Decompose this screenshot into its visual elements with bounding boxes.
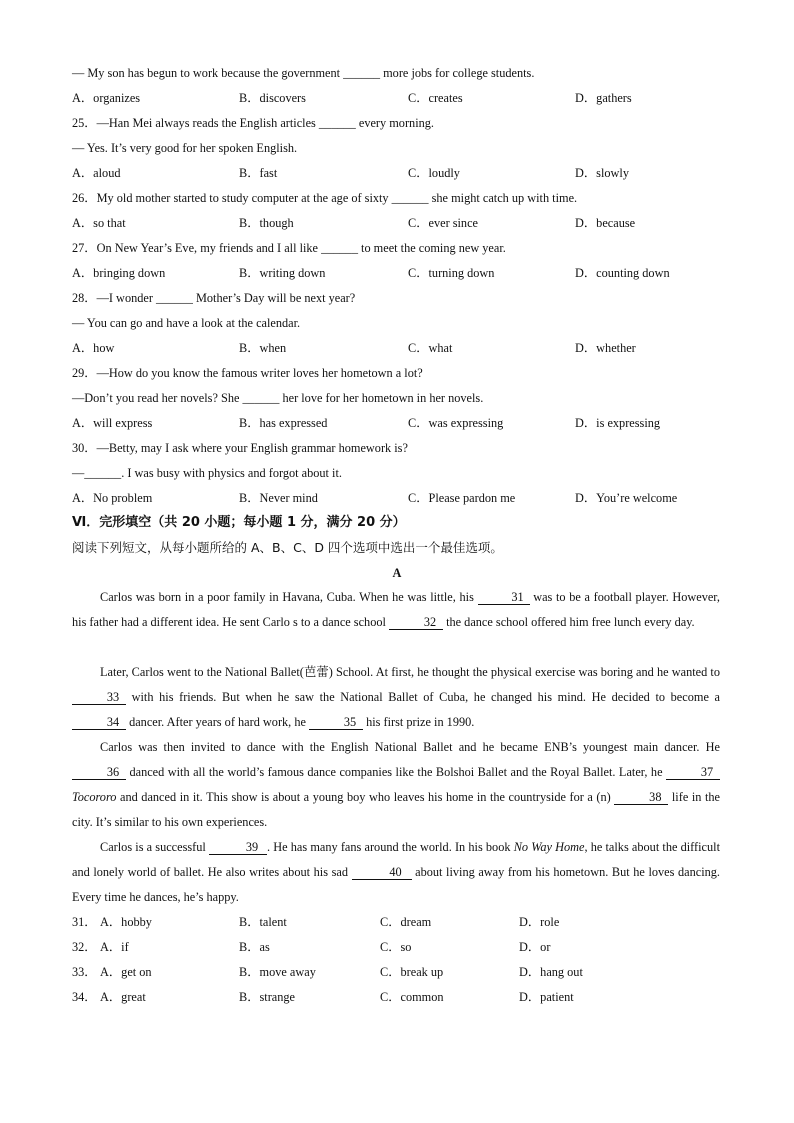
cloze-33-option-a: A．get on [100, 965, 152, 979]
q25-option-b: B．fast [239, 166, 278, 180]
cloze-31-option-b: B．talent [239, 915, 287, 929]
passage-text: and danced in it. This show is about a young boy who leaves his home in the countryside for a (n) [116, 790, 615, 804]
show-title: Tocororo [72, 790, 117, 804]
q29-options [72, 415, 722, 431]
q24-option-d: D．gathers [575, 91, 632, 105]
q26-option-a: A．so that [72, 216, 126, 230]
q29-option-c: C．was expressing [408, 416, 504, 430]
q24-option-b: B．discovers [239, 91, 306, 105]
cloze-33-option-c: C．break up [380, 965, 444, 979]
q24-option-c: C．creates [408, 91, 463, 105]
blank-40: 40 [352, 865, 412, 880]
q26-option-c: C．ever since [408, 216, 478, 230]
q28-option-a: A．how [72, 341, 115, 355]
cloze-34-option-a: A．great [100, 990, 146, 1004]
cloze-34-option-d: D．patient [519, 990, 574, 1004]
q30-option-b: B．Never mind [239, 491, 318, 505]
passage-text: the dance school offered him free lunch every day. [443, 615, 695, 629]
passage-text: Later, Carlos went to the National Ballet(芭蕾) School. At first, he thought the physical exercise was boring and he wanted to [100, 665, 720, 679]
cloze-33-number: 33． [72, 965, 97, 979]
blank-31: 31 [478, 590, 530, 605]
cloze-options-31 [72, 914, 722, 930]
passage-text: Carlos was born in a poor family in Havana, Cuba. When he was little, his [100, 590, 478, 604]
q29-reply: —Don’t you read her novels? She ______ her love for her hometown in her novels. [72, 391, 484, 405]
cloze-options-32 [72, 939, 722, 955]
blank-35: 35 [309, 715, 363, 730]
q24-option-a: A．organizes [72, 91, 141, 105]
blank-39: 39 [209, 840, 267, 855]
q24-options [72, 90, 722, 106]
section-instruction: 阅读下列短文，从每小题所给的 A、B、C、D 四个选项中选出一个最佳选项。 [72, 540, 503, 555]
blank-36: 36 [72, 765, 126, 780]
passage-text: life in the city. It’s similar to his own experiences. [72, 790, 720, 829]
q25-option-c: C．loudly [408, 166, 460, 180]
blank-37: 37 [666, 765, 720, 780]
q25-stem: 25．—Han Mei always reads the English articles ______ every morning. [72, 116, 434, 130]
cloze-31-option-a: A．hobby [100, 915, 152, 929]
cloze-options-33 [72, 964, 722, 980]
passage-paragraph-3 [72, 735, 720, 835]
cloze-34-number: 34． [72, 990, 97, 1004]
cloze-33-option-d: D．hang out [519, 965, 583, 979]
q30-option-c: C．Please pardon me [408, 491, 516, 505]
cloze-31-number: 31． [72, 915, 97, 929]
q28-option-d: D．whether [575, 341, 636, 355]
q27-option-a: A．bringing down [72, 266, 166, 280]
cloze-32-option-d: D．or [519, 940, 551, 954]
cloze-33-option-b: B．move away [239, 965, 316, 979]
blank-34: 34 [72, 715, 126, 730]
q25-option-d: D．slowly [575, 166, 629, 180]
passage-paragraph-1 [72, 585, 720, 635]
blank-38: 38 [614, 790, 668, 805]
q27-stem: 27．On New Year’s Eve, my friends and I all like ______ to meet the coming new year. [72, 241, 506, 255]
passage-text: was to be a football player. However, his father had a different idea. He sent Carlo s to a dance school [72, 590, 720, 629]
cloze-34-option-b: B．strange [239, 990, 296, 1004]
q30-option-a: A．No problem [72, 491, 153, 505]
q29-stem: 29．—How do you know the famous writer loves her hometown a lot? [72, 366, 423, 380]
q27-option-b: B．writing down [239, 266, 326, 280]
cloze-31-option-c: C．dream [380, 915, 432, 929]
q30-options [72, 490, 722, 506]
passage-paragraph-2 [72, 660, 720, 735]
book-title: No Way Home [513, 840, 585, 854]
passage-text: danced with all the world’s famous dance companies like the Bolshoi Ballet and the Royal Ballet. Later, he [126, 765, 666, 779]
q29-option-a: A．will express [72, 416, 153, 430]
passage-label: A [392, 566, 402, 580]
q26-stem: 26．My old mother started to study computer at the age of sixty ______ she might catch up with time. [72, 191, 578, 205]
cloze-34-option-c: C．common [380, 990, 444, 1004]
q28-option-c: C．what [408, 341, 453, 355]
passage-text: Carlos is a successful [100, 840, 210, 854]
cloze-31-option-d: D．role [519, 915, 560, 929]
q27-option-c: C．turning down [408, 266, 495, 280]
q30-option-d: D．You’re welcome [575, 491, 678, 505]
q30-reply: —______. I was busy with physics and forgot about it. [72, 466, 342, 480]
q28-options [72, 340, 722, 356]
q27-option-d: D．counting down [575, 266, 670, 280]
q26-options [72, 215, 722, 231]
cloze-options-34 [72, 989, 722, 1005]
passage-text: his first prize in 1990. [363, 715, 475, 729]
q24-stem: — My son has begun to work because the government ______ more jobs for college students. [72, 66, 535, 80]
passage-paragraph-4 [72, 835, 720, 910]
cloze-32-option-a: A．if [100, 940, 129, 954]
q29-option-d: D．is expressing [575, 416, 661, 430]
cloze-32-option-b: B．as [239, 940, 270, 954]
cloze-32-number: 32． [72, 940, 97, 954]
passage-text: with his friends. But when he saw the National Ballet of Cuba, he changed his mind. He decided to become a [126, 690, 720, 704]
q26-option-d: D．because [575, 216, 636, 230]
q30-stem: 30．—Betty, may I ask where your English grammar homework is? [72, 441, 408, 455]
q28-option-b: B．when [239, 341, 287, 355]
q25-reply: — Yes. It’s very good for her spoken English. [72, 141, 298, 155]
q25-option-a: A．aloud [72, 166, 121, 180]
cloze-32-option-c: C．so [380, 940, 412, 954]
q25-options [72, 165, 722, 181]
passage-text: dancer. After years of hard work, he [126, 715, 310, 729]
q29-option-b: B．has expressed [239, 416, 328, 430]
passage-text: , he talks about the difficult and lonely world of ballet. He also writes about his sad [72, 840, 720, 879]
section-title: Ⅵ．完形填空（共 20 小题；每小题 1 分，满分 20 分） [72, 515, 406, 530]
q26-option-b: B．though [239, 216, 294, 230]
q28-reply: — You can go and have a look at the calendar. [72, 316, 301, 330]
passage-text: . He has many fans around the world. In his book [267, 840, 514, 854]
q28-stem: 28．—I wonder ______ Mother’s Day will be next year? [72, 291, 356, 305]
blank-32: 32 [389, 615, 443, 630]
passage-text: Carlos was then invited to dance with the English National Ballet and he became ENB’s youngest main dancer. He [100, 740, 720, 754]
passage-text: about living away from his hometown. But he loves dancing. Every time he dances, he’s happy. [72, 865, 720, 904]
q27-options [72, 265, 722, 281]
blank-33: 33 [72, 690, 126, 705]
